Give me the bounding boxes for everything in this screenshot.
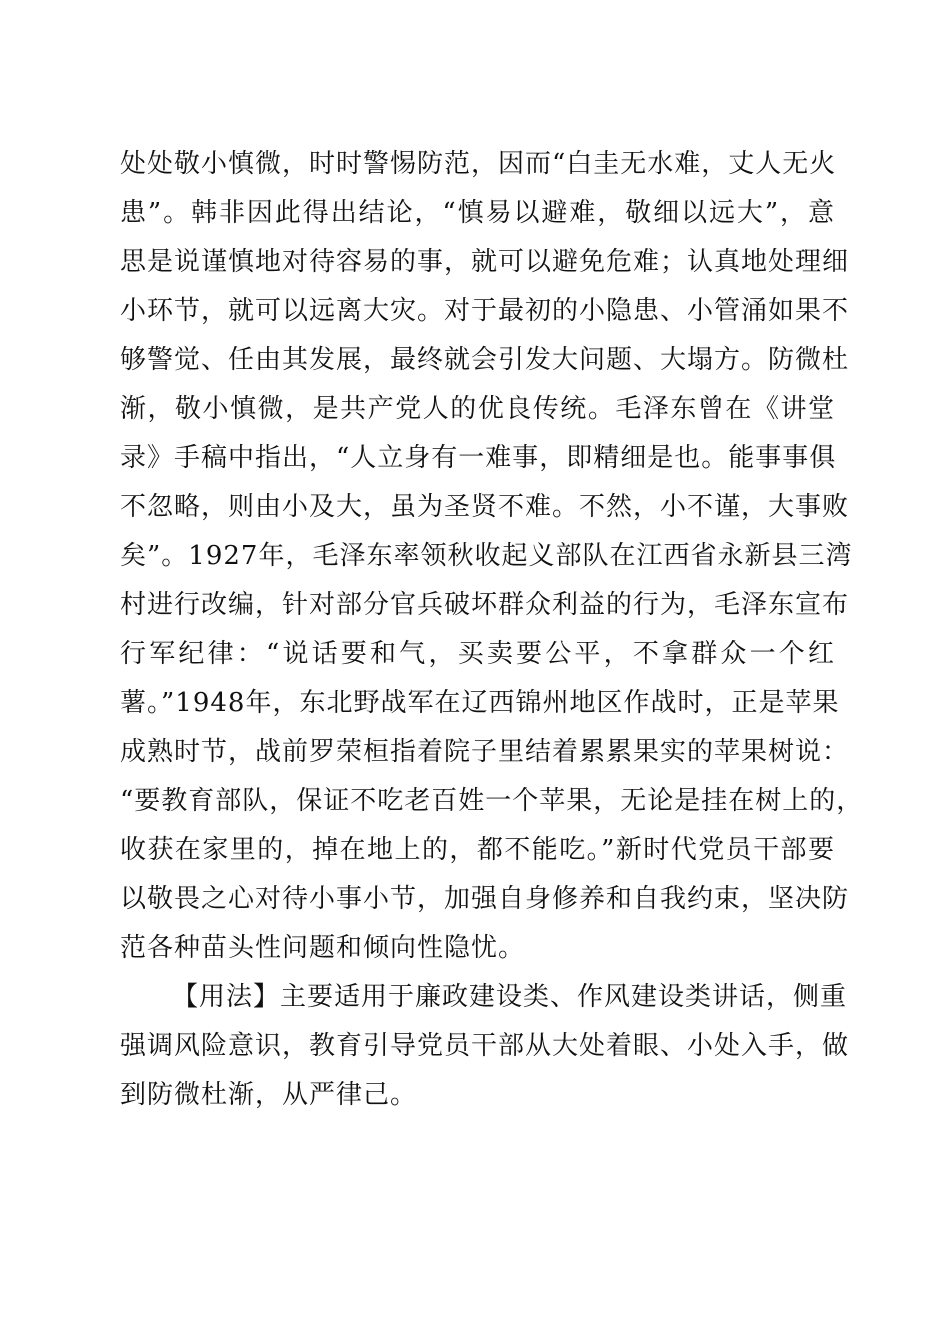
text-line: 强调风险意识，教育引导党员干部从大处着眼、小处入手，做 [120,1031,850,1061]
text-line: 患”。韩非因此得出结论，“慎易以避难，敬细以远大”，意 [120,198,835,228]
text-line: 不忽略，则由小及大，虽为圣贤不难。不然，小不谨，大事败 [120,492,850,522]
text-line: 范各种苗头性问题和倾向性隐忧。 [120,933,526,963]
text-line: 以敬畏之心对待小事小节，加强自身修养和自我约束，坚决防 [120,884,850,914]
text-line: 村进行改编，针对部分官兵破坏群众利益的行为，毛泽东宣布 [120,590,850,620]
text-line: 思是说谨慎地对待容易的事，就可以避免危难；认真地处理细 [120,247,850,277]
document-body [120,140,864,1120]
text-line: 到防微杜渐，从严律己。 [120,1080,418,1110]
text-line: 小环节，就可以远离大灾。对于最初的小隐患、小管涌如果不 [120,296,850,326]
text-line: 行军纪律：“说话要和气，买卖要公平，不拿群众一个红 [120,639,835,669]
text-line: 录》手稿中指出，“人立身有一难事，即精细是也。能事事俱 [120,443,837,473]
text-line: 够警觉、任由其发展，最终就会引发大问题、大塌方。防微杜 [120,345,850,375]
text-line: 收获在家里的，掉在地上的，都不能吃。”新时代党员干部要 [120,835,835,865]
text-line: 【用法】主要适用于廉政建设类、作风建设类讲话，侧重 [172,982,848,1012]
text-line: “要教育部队，保证不吃老百姓一个苹果，无论是挂在树上的， [120,786,864,816]
text-line: 薯。”1948年，东北野战军在辽西锦州地区作战时，正是苹果 [120,688,840,718]
text-line: 矣”。1927年，毛泽东率领秋收起义部队在江西省永新县三湾 [120,541,853,571]
text-line: 渐，敬小慎微，是共产党人的优良传统。毛泽东曾在《讲堂 [120,394,835,424]
paragraph-body [120,140,864,973]
paragraph-usage [120,973,850,1120]
text-line: 成熟时节，战前罗荣桓指着院子里结着累累果实的苹果树说： [120,737,850,767]
text-line: 处处敬小慎微，时时警惕防范，因而“白圭无水难，丈人无火 [120,149,837,179]
